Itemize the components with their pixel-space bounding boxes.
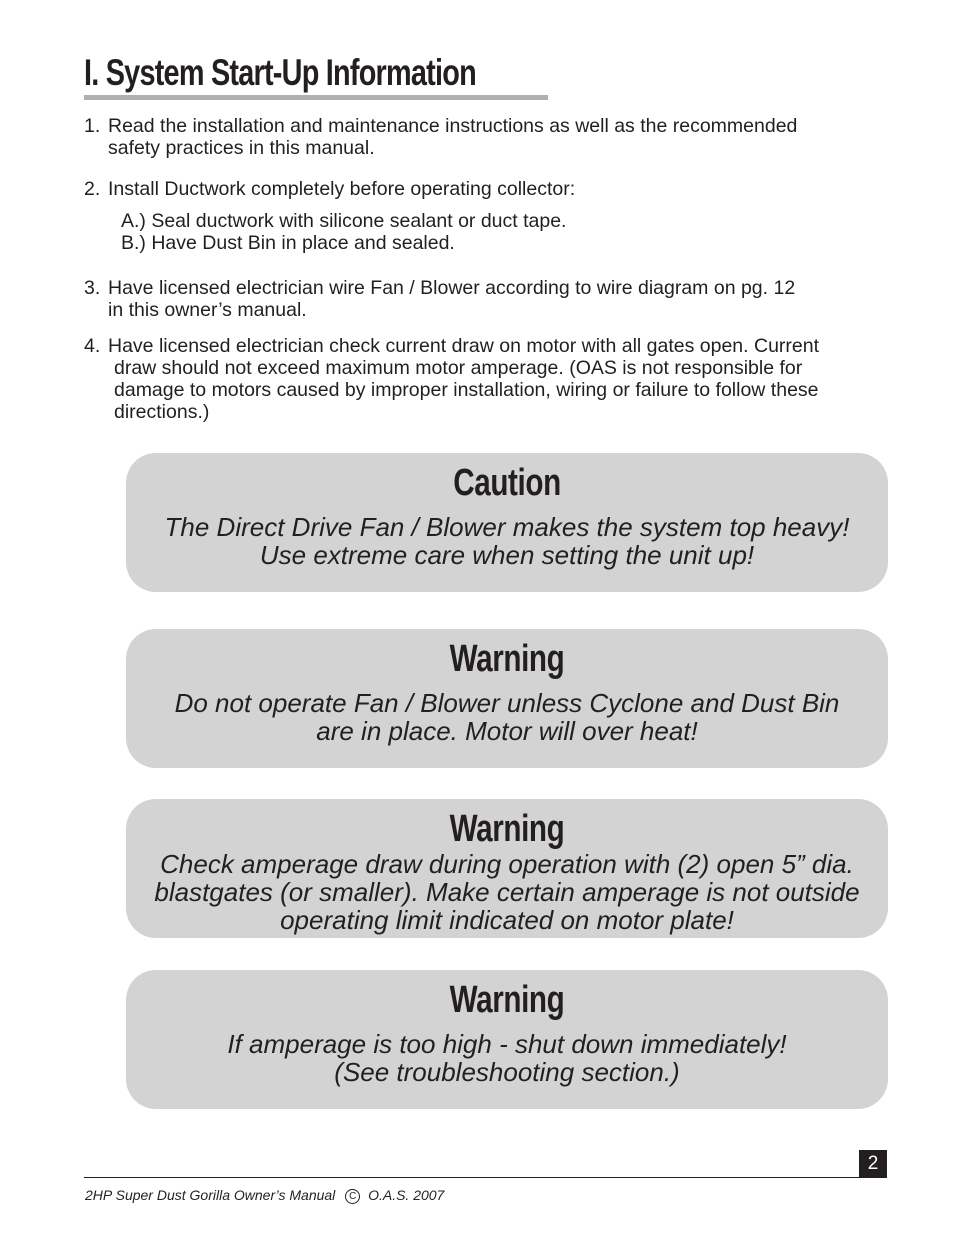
list-item-line: in this owner’s manual.	[108, 299, 307, 321]
notice-line: If amperage is too high - shut down immediately!	[227, 1029, 787, 1059]
warning-box	[126, 629, 888, 768]
list-item-number: 1.	[84, 115, 101, 137]
warning-box	[126, 799, 888, 938]
footer-copyright: O.A.S. 2007	[368, 1187, 445, 1203]
footer-manual-title: 2HP Super Dust Gorilla Owner’s Manual	[85, 1187, 336, 1203]
list-item-number: 2.	[84, 178, 101, 200]
sub-list-item: B.) Have Dust Bin in place and sealed.	[121, 232, 455, 254]
notice-line: Do not operate Fan / Blower unless Cyclone and Dust Bin	[174, 688, 840, 718]
notice-line: Use extreme care when setting the unit up!	[259, 540, 755, 570]
notice-line: are in place. Motor will over heat!	[316, 716, 698, 746]
list-item-line: Read the installation and maintenance instructions as well as the recommended	[108, 115, 798, 137]
notice-line: blastgates (or smaller). Make certain amperage is not outside	[154, 877, 860, 907]
list-item-number: 4.	[84, 335, 101, 357]
copyright-icon: C	[345, 1189, 360, 1204]
notice-line: (See troubleshooting section.)	[334, 1057, 680, 1087]
sub-list-item: A.) Seal ductwork with silicone sealant or duct tape.	[121, 210, 567, 232]
warning-box	[126, 970, 888, 1109]
list-item-line: damage to motors caused by improper installation, wiring or failure to follow these	[114, 379, 819, 401]
notice-heading: Warning	[449, 808, 565, 850]
list-item-line: draw should not exceed maximum motor amperage. (OAS is not responsible for	[114, 357, 803, 379]
notice-heading: Warning	[449, 638, 565, 680]
notice-heading: Caution	[453, 462, 561, 504]
list-item-line: Have licensed electrician wire Fan / Blower according to wire diagram on pg. 12	[108, 277, 796, 299]
list-item-line: Install Ductwork completely before operating collector:	[108, 178, 576, 200]
notice-line: The Direct Drive Fan / Blower makes the system top heavy!	[164, 512, 850, 542]
list-item-line: safety practices in this manual.	[108, 137, 375, 159]
footer-divider	[84, 1177, 860, 1178]
list-item-line: directions.)	[114, 401, 210, 423]
page-title: I. System Start-Up Information	[84, 52, 476, 93]
list-item-number: 3.	[84, 277, 101, 299]
footer	[85, 1186, 444, 1204]
notice-line: operating limit indicated on motor plate!	[280, 905, 734, 935]
page-number: 2	[859, 1150, 887, 1178]
notice-heading: Warning	[449, 979, 565, 1021]
caution-box	[126, 453, 888, 592]
notice-line: Check amperage draw during operation with (2) open 5” dia.	[160, 849, 854, 879]
title-underline	[84, 95, 548, 100]
list-item-line: Have licensed electrician check current draw on motor with all gates open. Current	[108, 335, 820, 357]
